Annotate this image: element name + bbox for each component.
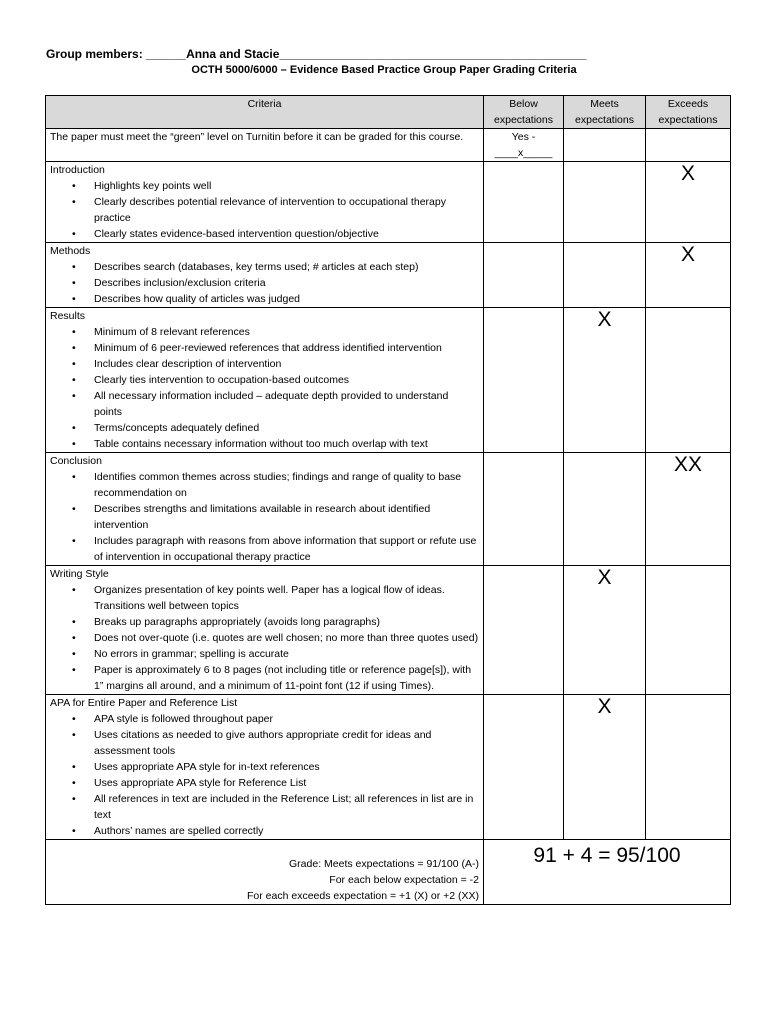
- below-cell: [484, 162, 564, 243]
- column-header-meets: Meets expectations: [564, 96, 646, 129]
- criteria-item: • Minimum of 8 relevant references: [94, 324, 479, 340]
- section-title: APA for Entire Paper and Reference List: [50, 697, 238, 709]
- section-row-introduction: [46, 162, 731, 243]
- meets-cell: [564, 243, 646, 308]
- section-title: Results: [50, 310, 86, 322]
- criteria-item: • Clearly ties intervention to occupation-based outcomes: [94, 372, 479, 388]
- meets-cell: [564, 308, 646, 453]
- criteria-item: • Does not over-quote (i.e. quotes are well chosen; no more than three quotes used): [94, 630, 479, 646]
- grade-total: 91 + 4 = 95/100: [533, 844, 681, 867]
- criteria-list: [50, 469, 479, 565]
- criteria-cell: [46, 695, 484, 840]
- criteria-list: [50, 324, 479, 452]
- criteria-item: • Clearly states evidence-based intervention question/objective: [94, 226, 479, 242]
- criteria-item: • Includes clear description of intervention: [94, 356, 479, 372]
- meets-cell: [564, 566, 646, 695]
- exceeds-cell: [646, 695, 731, 840]
- section-row-apa-for-entire-paper-and-reference-list: [46, 695, 731, 840]
- grade-row: [46, 840, 731, 905]
- exceeds-cell: [646, 243, 731, 308]
- criteria-cell: [46, 566, 484, 695]
- criteria-item: • APA style is followed throughout paper: [94, 711, 479, 727]
- grading-criteria-table: [45, 95, 731, 905]
- exceeds-mark: XX: [673, 453, 702, 476]
- empty-cell: [564, 129, 646, 162]
- criteria-item: • Terms/concepts adequately defined: [94, 420, 479, 436]
- section-title: Introduction: [50, 164, 105, 176]
- exceeds-cell: [646, 566, 731, 695]
- criteria-item: • No errors in grammar; spelling is accurate: [94, 646, 479, 662]
- below-cell: [484, 243, 564, 308]
- criteria-item: • Highlights key points well: [94, 178, 479, 194]
- criteria-list: [50, 259, 479, 307]
- column-header-exceeds: Exceeds expectations: [646, 96, 731, 129]
- criteria-cell: [46, 243, 484, 308]
- section-row-conclusion: [46, 453, 731, 566]
- section-title: Conclusion: [50, 455, 102, 467]
- below-cell: [484, 695, 564, 840]
- criteria-item: • Includes paragraph with reasons from above information that support or refute use of intervention in occupational therapy practice: [94, 533, 479, 565]
- below-cell: [484, 453, 564, 566]
- criteria-item: • Describes how quality of articles was judged: [94, 291, 479, 307]
- criteria-item: • Describes strengths and limitations available in research about identified intervention: [94, 501, 479, 533]
- criteria-item: • Clearly describes potential relevance of intervention to occupational therapy practice: [94, 194, 479, 226]
- grade-line-below: For each below expectation = -2: [329, 874, 479, 886]
- grade-rules: [46, 840, 484, 905]
- criteria-item: • Minimum of 6 peer-reviewed references that address identified intervention: [94, 340, 479, 356]
- grade-total-cell: [484, 840, 731, 905]
- criteria-item: • Organizes presentation of key points well. Paper has a logical flow of ideas. Transitions well between topics: [94, 582, 479, 614]
- criteria-item: • Identifies common themes across studies; findings and range of quality to base recommendation on: [94, 469, 479, 501]
- criteria-cell: [46, 162, 484, 243]
- criteria-item: • All references in text are included in the Reference List; all references in list are in text: [94, 791, 479, 823]
- criteria-cell: [46, 308, 484, 453]
- turnitin-requirement: The paper must meet the “green” level on Turnitin before it can be graded for this course.: [46, 129, 484, 162]
- meets-cell: [564, 453, 646, 566]
- criteria-item: • Uses citations as needed to give authors appropriate credit for ideas and assessment tools: [94, 727, 479, 759]
- section-row-methods: [46, 243, 731, 308]
- criteria-cell: [46, 453, 484, 566]
- below-cell: [484, 566, 564, 695]
- section-row-writing-style: [46, 566, 731, 695]
- criteria-item: • Uses appropriate APA style for Reference List: [94, 775, 479, 791]
- criteria-list: [50, 711, 479, 839]
- exceeds-mark: X: [680, 243, 695, 266]
- grade-line-meets: Grade: Meets expectations = 91/100 (A-): [289, 858, 479, 870]
- turnitin-row: [46, 129, 731, 162]
- criteria-item: • Authors’ names are spelled correctly: [94, 823, 479, 839]
- meets-mark: X: [597, 566, 612, 589]
- section-row-results: [46, 308, 731, 453]
- document-title: OCTH 5000/6000 – Evidence Based Practice Group Paper Grading Criteria: [191, 64, 577, 76]
- criteria-item: • Paper is approximately 6 to 8 pages (not including title or reference page[s]), with 1” margins all around, and a minimum of 11-point font (12 if using Times).: [94, 662, 479, 694]
- criteria-item: • Breaks up paragraphs appropriately (avoids long paragraphs): [94, 614, 479, 630]
- below-cell: [484, 308, 564, 453]
- criteria-list: [50, 178, 479, 242]
- meets-cell: [564, 162, 646, 243]
- exceeds-cell: [646, 162, 731, 243]
- section-title: Methods: [50, 245, 91, 257]
- criteria-list: [50, 582, 479, 694]
- turnitin-answer: Yes - ____x_____: [484, 129, 564, 162]
- criteria-item: • All necessary information included – adequate depth provided to understand points: [94, 388, 479, 420]
- criteria-item: • Describes inclusion/exclusion criteria: [94, 275, 479, 291]
- table-header-row: [46, 96, 731, 129]
- criteria-item: • Table contains necessary information without too much overlap with text: [94, 436, 479, 452]
- grade-line-exceeds: For each exceeds expectation = +1 (X) or +2 (XX): [247, 890, 479, 902]
- group-members-line: Group members: ______Anna and Stacie______________________________________________: [46, 47, 587, 61]
- criteria-item: • Describes search (databases, key terms used; # articles at each step): [94, 259, 479, 275]
- column-header-criteria: Criteria: [46, 96, 484, 129]
- meets-cell: [564, 695, 646, 840]
- exceeds-cell: [646, 308, 731, 453]
- exceeds-cell: [646, 453, 731, 566]
- exceeds-mark: X: [680, 162, 695, 185]
- meets-mark: X: [597, 695, 612, 718]
- empty-cell: [646, 129, 731, 162]
- criteria-item: • Uses appropriate APA style for in-text references: [94, 759, 479, 775]
- section-title: Writing Style: [50, 568, 109, 580]
- meets-mark: X: [597, 308, 612, 331]
- column-header-below: Below expectations: [484, 96, 564, 129]
